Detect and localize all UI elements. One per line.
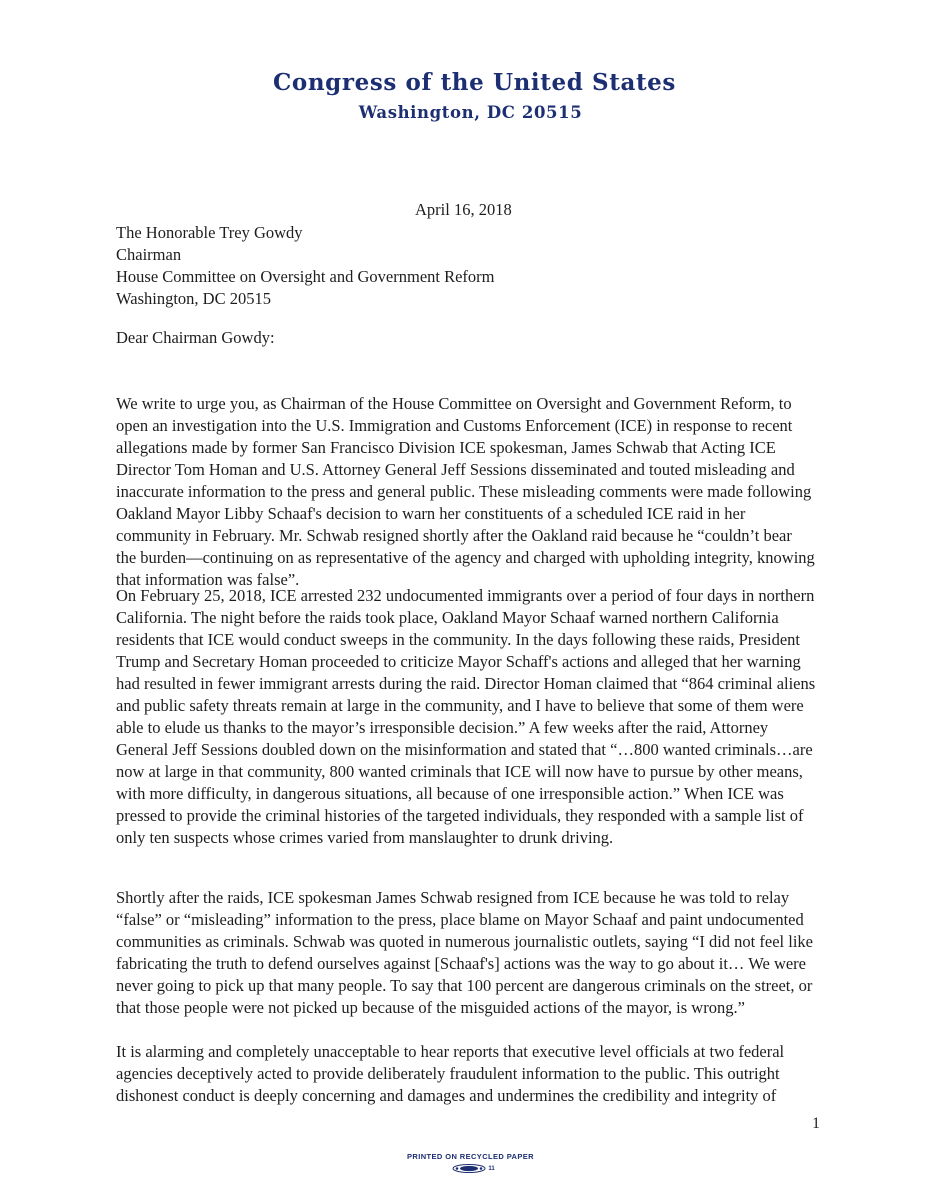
text-line: Shortly after the raids, ICE spokesman James Schwab resigned from ICE because he was told to relay xyxy=(116,888,790,907)
letterhead xyxy=(0,66,927,126)
text-line: able to elude us thanks to the mayor’s irresponsible decision.” A few weeks after the raid, Attorney xyxy=(116,718,769,737)
recipient-line: Washington, DC 20515 xyxy=(116,289,271,308)
text-line: California. The night before the raids took place, Oakland Mayor Schaaf warned northern California xyxy=(116,608,779,627)
text-line: fabricating the truth to defend ourselves against [Schaaf's] actions was the way to go about it… We were xyxy=(116,954,807,973)
text-line: and public safety threats remain at large in the community, and I have to believe that some of them were xyxy=(116,696,804,715)
recycled-paper-footer xyxy=(0,1152,927,1173)
text-line: open an investigation into the U.S. Immigration and Customs Enforcement (ICE) in response to recent xyxy=(116,416,793,435)
recipient-line: The Honorable Trey Gowdy xyxy=(116,223,303,242)
body-paragraph-3 xyxy=(116,887,813,1019)
recipient-line: House Committee on Oversight and Government Reform xyxy=(116,267,495,286)
text-line: now at large in that community, 800 wanted criminals that ICE will now have to pursue by other means, xyxy=(116,762,803,781)
recycled-paper-text: PRINTED ON RECYCLED PAPER xyxy=(407,1152,534,1161)
text-line: General Jeff Sessions doubled down on the misinformation and stated that “…800 wanted criminals…are xyxy=(116,740,813,759)
text-line: never going to pick up that many people. To say that 100 percent are dangerous criminals on the street, or xyxy=(116,976,813,995)
letterhead-title: Congress of the United States xyxy=(273,69,676,96)
text-line: only ten suspects whose crimes varied from manslaughter to drunk driving. xyxy=(116,828,614,847)
body-paragraph-4 xyxy=(116,1041,784,1107)
text-line: that information was false”. xyxy=(116,570,300,589)
body-paragraph-2 xyxy=(116,585,815,849)
text-line: Trump and Secretary Homan proceeded to criticize Mayor Schaff's actions and alleged that her warning xyxy=(116,652,801,671)
text-line: pressed to provide the criminal histories of the targeted individuals, they responded with a sample list of xyxy=(116,806,804,825)
union-bug-icon xyxy=(452,1164,486,1173)
union-bug xyxy=(0,1164,927,1173)
letterhead-subtitle: Washington, DC 20515 xyxy=(358,103,583,122)
text-line: “false” or “misleading” information to the press, place blame on Mayor Schaaf and paint undocumented xyxy=(116,910,804,929)
text-line: community in February. Mr. Schwab resigned shortly after the Oakland raid because he “couldn’t bear xyxy=(116,526,792,545)
text-line: We write to urge you, as Chairman of the House Committee on Oversight and Government Reform, to xyxy=(116,394,792,413)
text-line: Director Tom Homan and U.S. Attorney General Jeff Sessions disseminated and touted misleading and xyxy=(116,460,795,479)
text-line: allegations made by former San Francisco Division ICE spokesman, James Schwab that Acting ICE xyxy=(116,438,776,457)
page-number: 1 xyxy=(812,1115,820,1132)
salutation: Dear Chairman Gowdy: xyxy=(116,328,275,347)
text-line: dishonest conduct is deeply concerning and damages and undermines the credibility and integrity of xyxy=(116,1086,777,1105)
text-line: On February 25, 2018, ICE arrested 232 undocumented immigrants over a period of four days in northern xyxy=(116,586,815,605)
text-line: that those people were not picked up because of the misguided actions of the mayor, is wrong.” xyxy=(116,998,745,1017)
text-line: with more difficulty, in dangerous situations, all because of one irresponsible action.” When ICE was xyxy=(116,784,784,803)
text-line: had resulted in fewer immigrant arrests during the raid. Director Homan claimed that “864 criminal aliens xyxy=(116,674,816,693)
letter-date: April 16, 2018 xyxy=(415,200,512,219)
text-line: residents that ICE would conduct sweeps in the community. In the days following these raids, President xyxy=(116,630,801,649)
text-line: Oakland Mayor Libby Schaaf's decision to warn her constituents of a scheduled ICE raid in her xyxy=(116,504,746,523)
body-paragraph-1 xyxy=(116,393,815,591)
recipient-line: Chairman xyxy=(116,245,182,264)
text-line: the burden—continuing on as representative of the agency and charged with upholding integrity, knowing xyxy=(116,548,815,567)
text-line: inaccurate information to the press and general public. These misleading comments were made following xyxy=(116,482,812,501)
recipient-address xyxy=(116,222,495,310)
text-line: It is alarming and completely unacceptable to hear reports that executive level officials at two federal xyxy=(116,1042,785,1061)
union-bug-number: 11 xyxy=(488,1165,495,1172)
text-line: communities as criminals. Schwab was quoted in numerous journalistic outlets, saying “I did not feel like xyxy=(116,932,813,951)
text-line: agencies deceptively acted to provide deliberately fraudulent information to the public. This outright xyxy=(116,1064,780,1083)
